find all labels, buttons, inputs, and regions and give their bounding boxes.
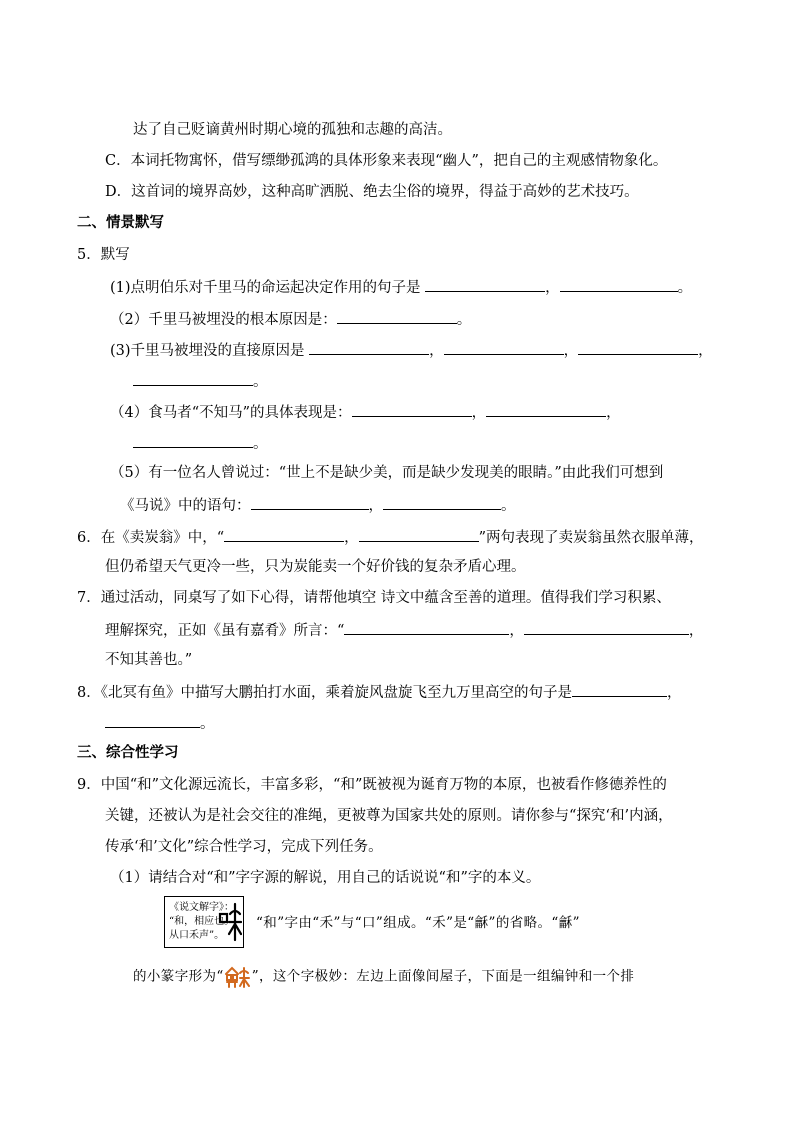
he-character-explanation-line2 <box>133 966 634 988</box>
answer-blank[interactable] <box>425 276 545 292</box>
q6-prompt: 6．在《卖炭翁》中，“ <box>77 530 225 546</box>
comma: ， <box>509 623 524 639</box>
answer-blank[interactable] <box>224 526 344 542</box>
answer-blank[interactable] <box>572 681 667 697</box>
q6-line2: 但仍希望天气更冷一些，只为炭能卖一个好价钱的复杂矛盾心理。 <box>105 559 526 575</box>
q8-prompt: 8．《北冥有鱼》中描写大鹏拍打水面，乘着旋风盘旋飞至九万里高空的句子是 <box>77 685 572 701</box>
answer-blank[interactable] <box>105 712 200 728</box>
q4-option-d: D．这首词的境界高妙，这种高旷洒脱、绝去尘俗的境界，得益于高妙的艺术技巧。 <box>105 184 639 200</box>
section-title-3: 三、综合性学习 <box>77 744 179 761</box>
period: 。 <box>677 280 693 296</box>
answer-blank[interactable] <box>578 339 698 355</box>
seal-script-he-icon <box>218 900 242 944</box>
seal-script-he-red-icon <box>224 966 252 988</box>
q8 <box>77 681 681 703</box>
section-title-2: 二、情景默写 <box>77 214 164 231</box>
answer-blank[interactable] <box>352 401 472 417</box>
comma: ， <box>545 280 560 296</box>
comma: ， <box>471 405 487 421</box>
period: 。 <box>501 498 516 514</box>
answer-blank[interactable] <box>486 401 606 417</box>
answer-blank[interactable] <box>359 526 479 542</box>
answer-blank[interactable] <box>383 494 501 510</box>
q7: 7．通过活动，同桌写了如下心得，请帮他填空 诗文中蕴含至善的道理。值得我们学习积累、 <box>77 590 671 606</box>
answer-blank[interactable] <box>309 339 429 355</box>
period: 。 <box>253 436 268 452</box>
comma: ， <box>698 343 713 359</box>
q5-sub2-prompt: （2）千里马被埋没的根本原因是： <box>110 312 337 328</box>
q5-sub4-prompt: （4）食马者“不知马”的具体表现是： <box>110 405 352 421</box>
q5-sub4-line2 <box>133 432 268 454</box>
period: 。 <box>253 374 268 390</box>
q5-sub4 <box>110 401 621 423</box>
period: 。 <box>456 312 472 328</box>
q4-option-c: C．本词托物寓怀，借写缥缈孤鸿的具体形象来表现“幽人”，把自己的主观感情物象化。 <box>105 153 668 169</box>
q9: 9．中国“和”文化源远流长，丰富多彩，“和”既被视为诞育万物的本原，也被看作修德养性的 <box>77 777 667 793</box>
q6 <box>77 526 704 548</box>
comma: ， <box>688 623 704 639</box>
q9-line2: 关键，还被认为是社会交往的准绳，更被尊为国家共处的原则。请你参与“探究‘和’内涵， <box>105 808 673 824</box>
comma: ， <box>429 343 444 359</box>
comma: ， <box>666 685 682 701</box>
q5-title: 5．默写 <box>77 247 130 263</box>
shuowen-line1: 《说文解字》： <box>169 902 234 913</box>
q8-line2 <box>105 712 215 734</box>
explanation-text: 的小篆字形为“ <box>133 968 224 985</box>
comma: ， <box>563 343 579 359</box>
q9-line3: 传承‘和’文化”综合性学习，完成下列任务。 <box>105 839 383 855</box>
answer-blank[interactable] <box>524 619 689 635</box>
q4-option-b-continuation: 达了自己贬谪黄州时期心境的孤独和志趣的高洁。 <box>133 122 452 138</box>
answer-blank[interactable] <box>344 619 509 635</box>
answer-blank[interactable] <box>560 276 678 292</box>
q7-line2 <box>105 619 703 641</box>
explanation-text: ”，这个字极妙：左边上面像间屋子，下面是一组编钟和一个排 <box>251 968 635 985</box>
q5-sub5-prompt: 《马说》中的语句： <box>120 498 251 514</box>
q5-sub3-line2 <box>133 370 268 392</box>
q5-sub5-line2 <box>120 494 516 516</box>
q5-sub5: （5）有一位名人曾说过：“世上不是缺少美，而是缺少发现美的眼睛。”由此我们可想到 <box>110 465 664 481</box>
period: 。 <box>200 716 215 732</box>
comma: ， <box>368 498 383 514</box>
q7-prompt: 理解探究，正如《虽有嘉肴》所言：“ <box>105 623 345 639</box>
q7-line3: 不知其善也。” <box>105 652 193 668</box>
comma: ， <box>606 405 621 421</box>
answer-blank[interactable] <box>444 339 564 355</box>
shuowen-line3: 从口禾声”。 <box>169 930 225 941</box>
shuowen-line2: “和，相应也。 <box>169 916 235 927</box>
answer-blank[interactable] <box>133 432 253 448</box>
comma: ， <box>344 530 359 546</box>
he-character-explanation: “和”字由“禾”与“口”组成。“禾”是“龢”的省略。“龢” <box>256 915 580 931</box>
q5-sub1 <box>110 276 692 298</box>
answer-blank[interactable] <box>133 370 253 386</box>
answer-blank[interactable] <box>337 308 457 324</box>
q5-sub1-prompt: (1)点明伯乐对千里马的命运起决定作用的句子是 <box>110 280 426 296</box>
q6-prompt-end: ”两句表现了卖炭翁虽然衣服单薄， <box>478 530 704 546</box>
q5-sub2 <box>110 308 471 330</box>
q9-sub1: （1）请结合对“和”字字源的解说，用自己的话说说“和”字的本义。 <box>110 870 541 886</box>
q5-sub3 <box>110 339 713 361</box>
answer-blank[interactable] <box>251 494 369 510</box>
q5-sub3-prompt: (3)千里马被埋没的直接原因是 <box>110 343 310 359</box>
